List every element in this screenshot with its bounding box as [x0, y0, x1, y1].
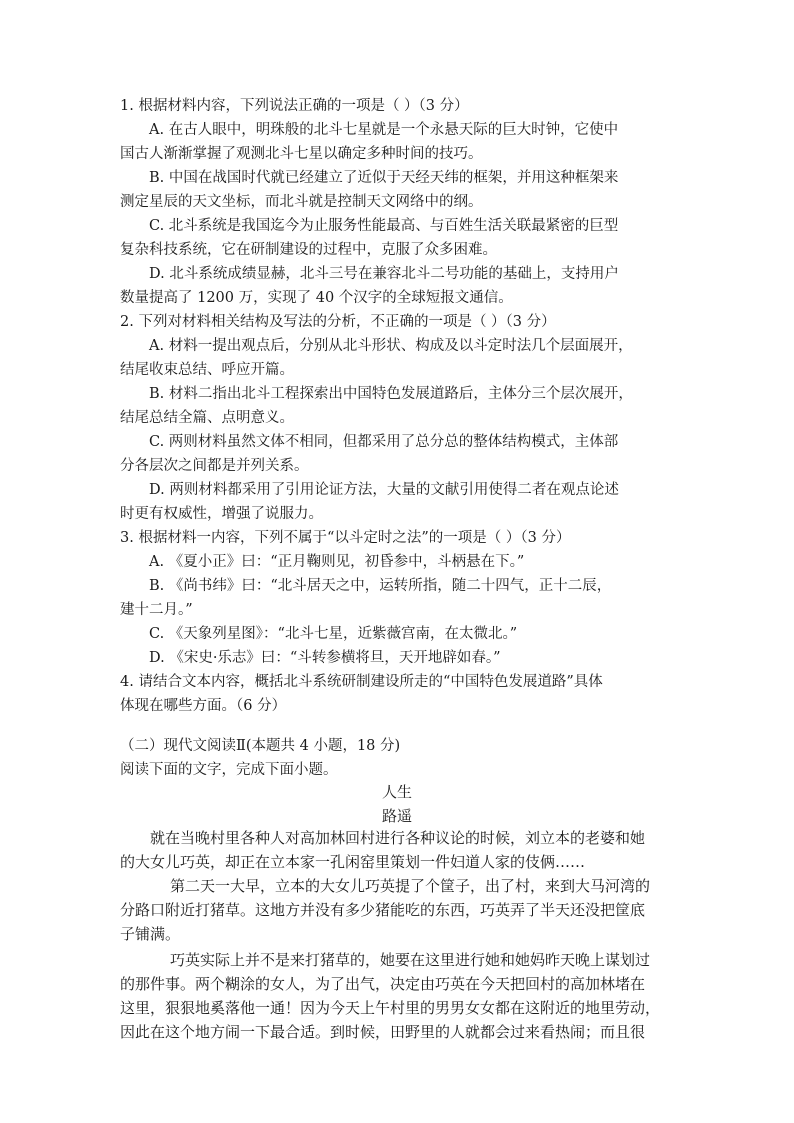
q1-option-c-cont: 复杂科技系统，它在研制建设的过程中，克服了众多困难。	[120, 242, 497, 258]
q2-option-a: A. 材料一提出观点后，分别从北斗形状、构成及以斗定时法几个层面展开，	[149, 338, 633, 354]
q4-stem: 4. 请结合文本内容，概括北斗系统研制建设所走的“中国特色发展道路”具体	[120, 674, 603, 690]
q3-option-b-cont: 建十二月。”	[120, 602, 193, 618]
q2-option-b: B. 材料二指出北斗工程探索出中国特色发展道路后，主体分三个层次展开，	[149, 386, 633, 402]
paragraph-3-line-3: 这里，狠狠地奚落他一通！因为今天上午村里的男男女女都在这附近的地里劳动，	[120, 999, 661, 1017]
paragraph-1-line-2: 的大女儿巧英，却正在立本家一孔闲窑里策划一件妇道人家的伎俩……	[120, 853, 586, 871]
q2-option-c-cont: 分各层次之间都是并列关系。	[120, 458, 309, 474]
q1-option-a: A. 在古人眼中，明珠般的北斗七星就是一个永悬天际的巨大时钟，它使中	[149, 122, 619, 138]
q2-option-d: D. 两则材料都采用了引用论证方法，大量的文献引用使得二者在观点论述	[149, 482, 619, 498]
q3-option-c: C. 《天象列星图》：“北斗七星，近紫薇宫南，在太微北。”	[149, 626, 518, 642]
paragraph-2-line-2: 分路口附近打猪草。这地方并没有多少猪能吃的东西，巧英弄了半天还没把筐底	[120, 901, 646, 919]
story-author: 路遥	[381, 807, 412, 825]
q1-option-d-cont: 数量提高了 1200 万，实现了 40 个汉字的全球短报文通信。	[120, 290, 513, 306]
paragraph-3-line-1: 巧英实际上并不是来打猪草的，她要在这里进行她和她妈昨天晚上谋划过	[170, 951, 651, 969]
q3-option-a: A. 《夏小正》曰：“正月鞠则见，初昏参中，斗柄悬在下。”	[149, 554, 525, 570]
paragraph-1-line-1: 就在当晚村里各种人对高加林回村进行各种议论的时候，刘立本的老婆和她	[150, 829, 646, 847]
q1-stem: 1. 根据材料内容，下列说法正确的一项是（ ）（3 分）	[120, 98, 469, 114]
q1-option-c: C. 北斗系统是我国迄今为止服务性能最高、与百姓生活关联最紧密的巨型	[149, 218, 619, 234]
q3-option-d: D. 《宋史·乐志》曰：“斗转参横将旦，天开地辟如春。”	[149, 650, 501, 666]
q2-stem: 2. 下列对材料相关结构及写法的分析，不正确的一项是（ ）（3 分）	[120, 314, 556, 330]
section-heading: （二）现代文阅读Ⅱ(本题共 4 小题，18 分)	[120, 738, 401, 754]
q1-option-a-cont: 国古人渐渐掌握了观测北斗七星以确定多种时间的技巧。	[120, 146, 483, 162]
paragraph-2-line-1: 第二天一大早，立本的大女儿巧英提了个筐子，出了村，来到大马河湾的	[170, 877, 651, 895]
section-instruction: 阅读下面的文字，完成下面小题。	[120, 762, 338, 778]
q2-option-b-cont: 结尾总结全篇、点明意义。	[120, 410, 294, 426]
q1-option-d: D. 北斗系统成绩显赫，北斗三号在兼容北斗二号功能的基础上，支持用户	[149, 266, 619, 282]
paragraph-2-line-3: 子铺满。	[120, 925, 181, 943]
paragraph-3-line-4: 因此在这个地方闹一下最合适。到时候，田野里的人就都会过来看热闹；而且很	[120, 1023, 646, 1041]
q1-option-b-cont: 测定星辰的天文坐标，而北斗就是控制天文网络中的纲。	[120, 194, 483, 210]
q2-option-d-cont: 时更有权威性，增强了说服力。	[120, 506, 323, 522]
q1-option-b: B. 中国在战国时代就已经建立了近似于天经天纬的框架，并用这种框架来	[149, 170, 619, 186]
q3-option-b: B. 《尚书纬》曰：“北斗居天之中，运转所指，随二十四气，正十二辰，	[149, 578, 612, 594]
paragraph-3-line-2: 的那件事。两个糊涂的女人，为了出气，决定由巧英在今天把回村的高加林堵在	[120, 975, 646, 993]
story-title: 人生	[381, 783, 412, 801]
q3-stem: 3. 根据材料一内容，下列不属于“以斗定时之法”的一项是（ ）（3 分）	[120, 530, 571, 546]
q2-option-a-cont: 结尾收束总结、呼应开篇。	[120, 362, 294, 378]
q2-option-c: C. 两则材料虽然文体不相同，但都采用了总分总的整体结构模式，主体部	[149, 434, 619, 450]
q4-stem-cont: 体现在哪些方面。（6 分）	[120, 698, 287, 714]
